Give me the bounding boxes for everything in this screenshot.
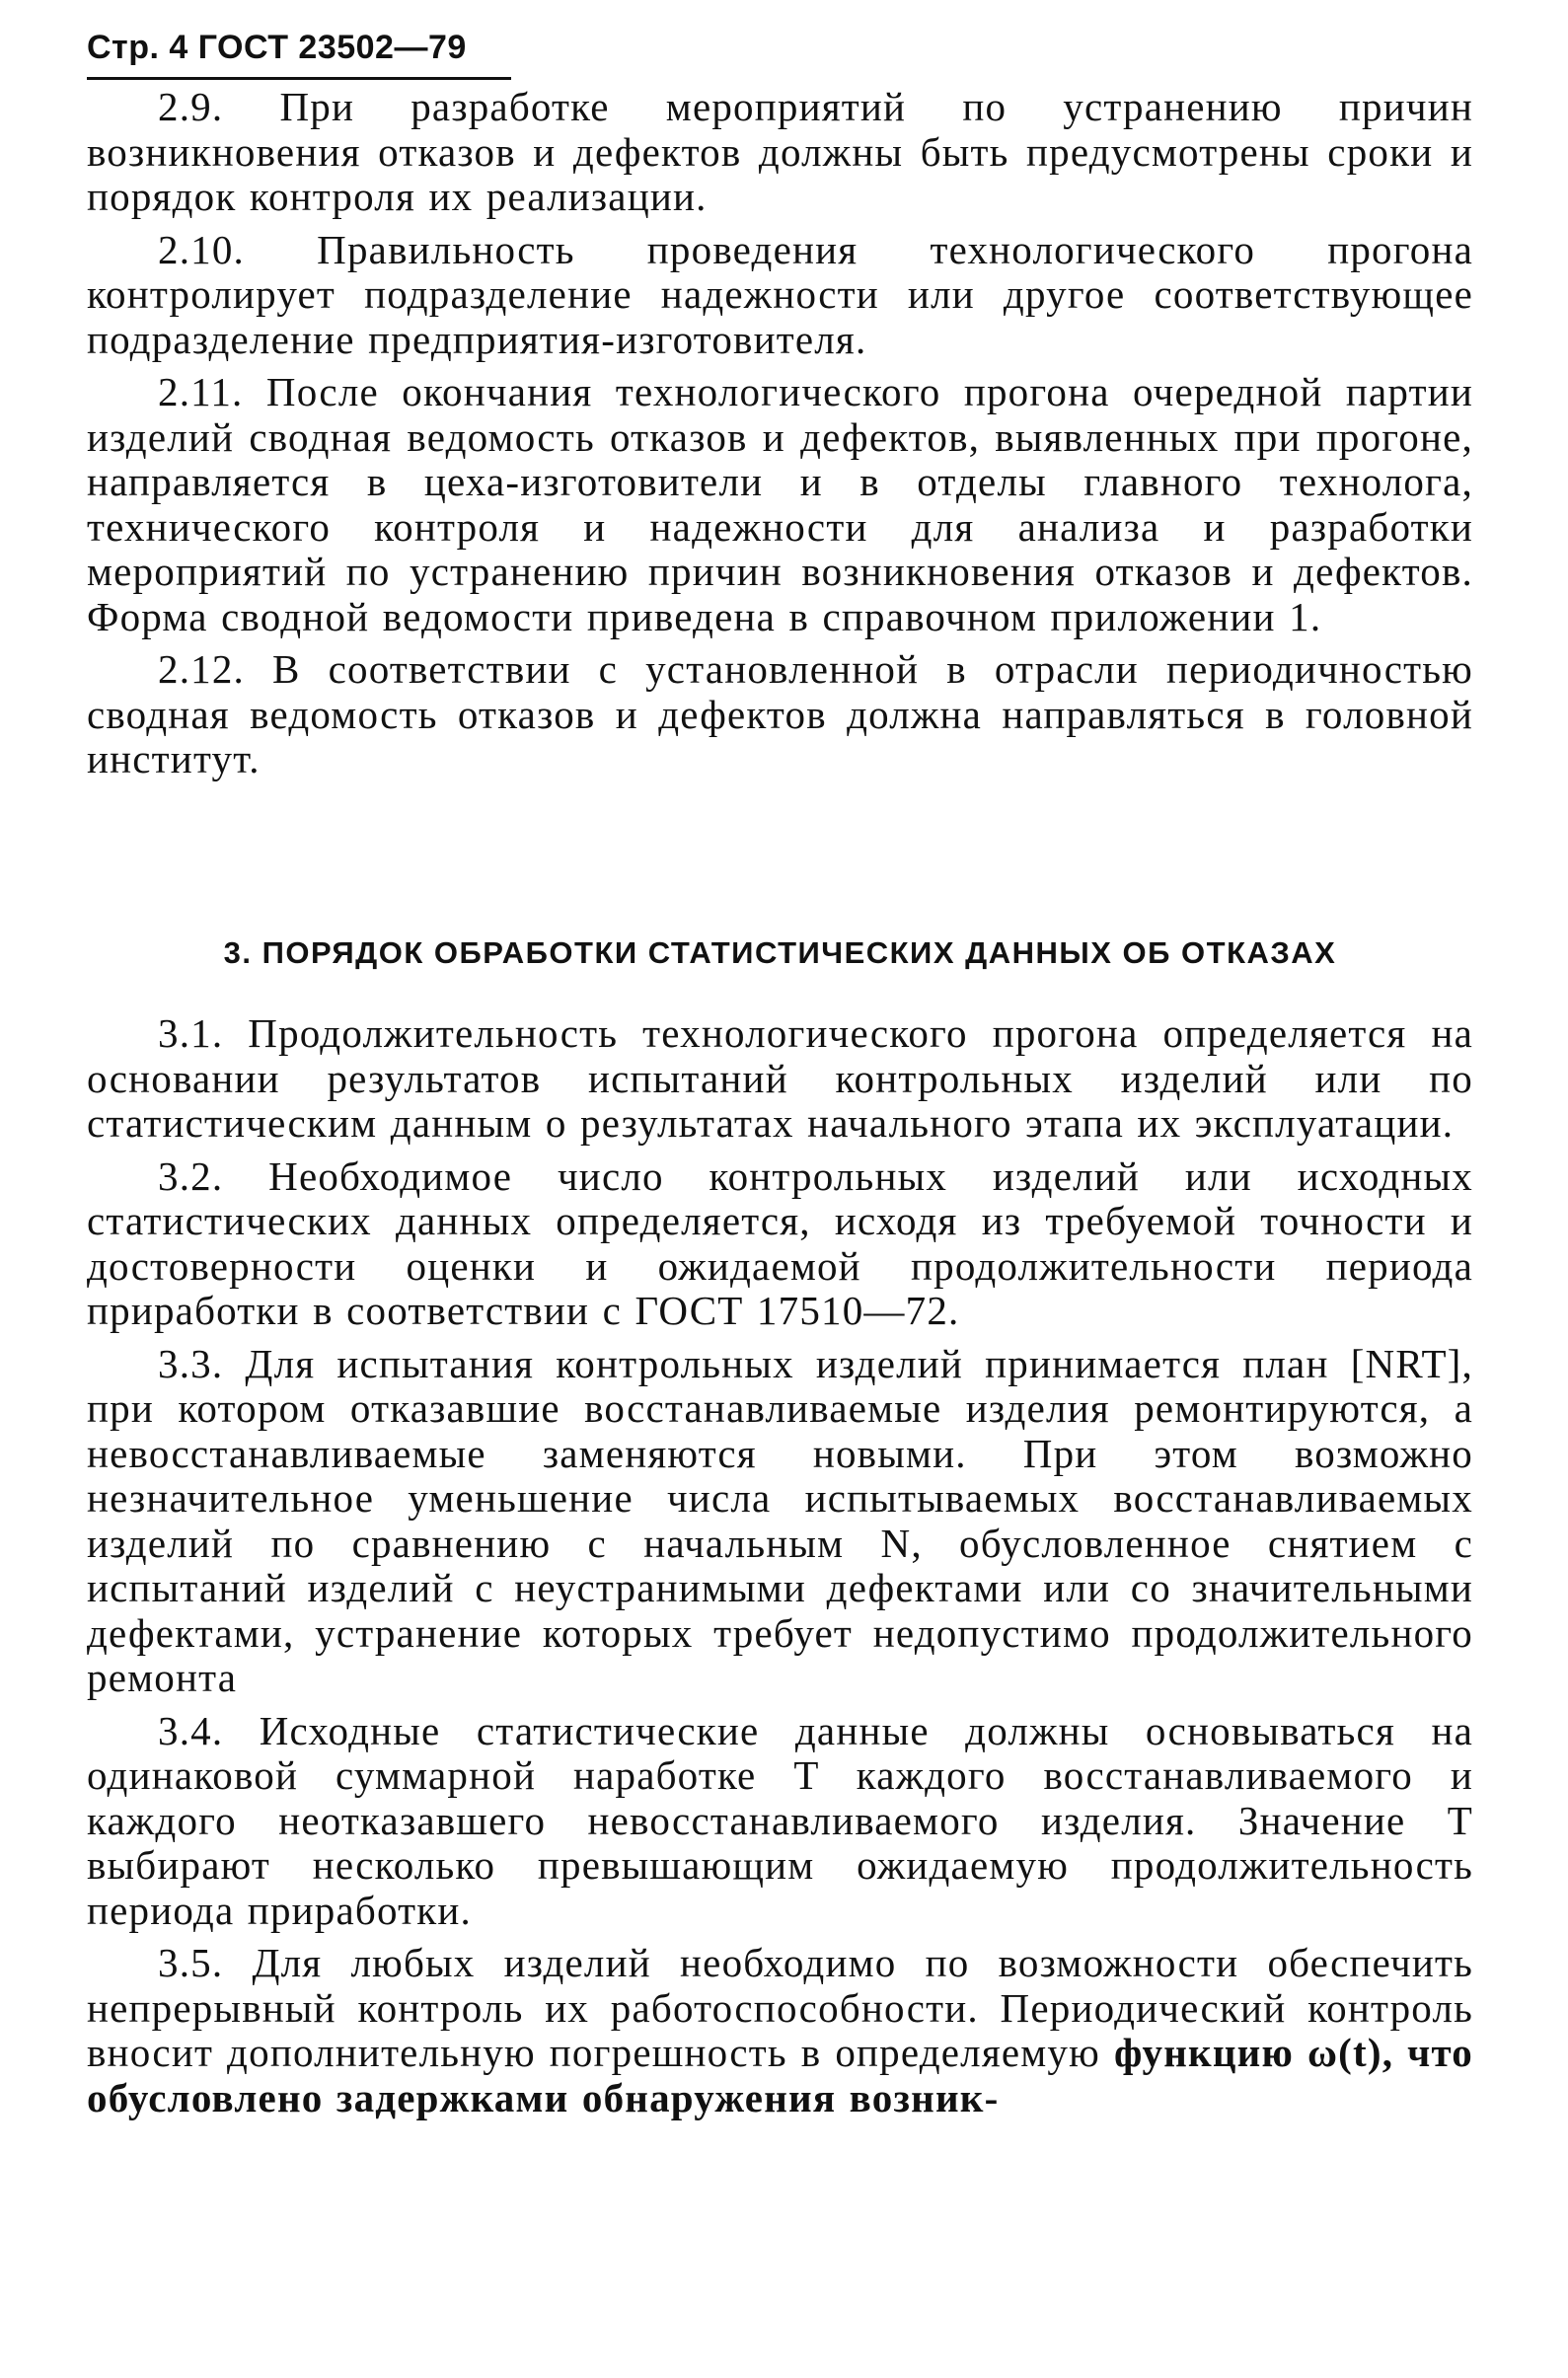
- paragraph-3-5-bold-tail: функцию ω(t), что обусловлено задержками обнаружения возник-: [87, 2030, 1473, 2120]
- paragraph-3-5-lead: 3.5. Для любых изделий необходимо по возможности обеспечить непрерывный контроль их работоспособности. Периодический контроль вносит дополнительную погрешность в определяемую: [87, 1940, 1473, 2075]
- page-header: Стр. 4 ГОСТ 23502—79: [87, 29, 467, 66]
- paragraph-3-2: 3.2. Необходимое число контрольных изделий или исходных статистических данных определяется, исходя из требуемой точности и достоверности оценки и ожидаемой продолжительности периода приработки в соответствии с ГОСТ 17510—72.: [87, 1152, 1473, 1333]
- paragraph-2-12: 2.12. В соответствии с установленной в отрасли периодичностью сводная ведомость отказов и дефектов должна направляться в головной институт.: [87, 646, 1473, 781]
- paragraph-2-9: 2.9. При разработке мероприятий по устранению причин возникновения отказов и дефектов должны быть предусмотрены сроки и порядок контроля их реализации.: [87, 84, 1473, 219]
- paragraph-3-3: 3.3. Для испытания контрольных изделий принимается план [NRT], при котором отказавшие восстанавливаемые изделия ремонтируются, а невосстанавливаемые заменяются новыми. При этом возможно незначительное уменьшение числа испытываемых восстанавливаемых изделий по сравнению с начальным N, обусловленное снятием с испытаний изделий с неустранимыми дефектами или со значительными дефектами, устранение которых требует недопустимо продолжительного ремонта: [87, 1340, 1473, 1700]
- section-text-block: [87, 1011, 1473, 2120]
- paragraph-2-11: 2.11. После окончания технологического прогона очередной партии изделий сводная ведомость отказов и дефектов, выявленных при прогоне, направляется в цеха-изготовители и в отделы главного технолога, технического контроля и надежности для анализа и разработки мероприятий по устранению причин возникновения отказов и дефектов. Форма сводной ведомости приведена в справочном приложении 1.: [87, 369, 1473, 639]
- paragraph-3-4: 3.4. Исходные статистические данные должны основываться на одинаковой суммарной наработке T каждого восстанавливаемого и каждого неотказавшего невосстанавливаемого изделия. Значение T выбирают несколько превышающим ожидаемую продолжительность периода приработки.: [87, 1707, 1473, 1933]
- paragraph-2-10: 2.10. Правильность проведения технологического прогона контролирует подразделение надежности или другое соответствующее подразделение предприятия-изготовителя.: [87, 226, 1473, 362]
- paragraph-3-5: [87, 1941, 1473, 2120]
- paragraph-3-1: 3.1. Продолжительность технологического прогона определяется на основании результатов испытаний контрольных изделий или по статистическим данным о результатах начального этапа их эксплуатации.: [87, 1010, 1473, 1146]
- header-rule: [87, 77, 511, 80]
- section-title: 3. ПОРЯДОК ОБРАБОТКИ СТАТИСТИЧЕСКИХ ДАННЫХ ОБ ОТКАЗАХ: [223, 935, 1337, 970]
- top-text-block: [87, 85, 1473, 782]
